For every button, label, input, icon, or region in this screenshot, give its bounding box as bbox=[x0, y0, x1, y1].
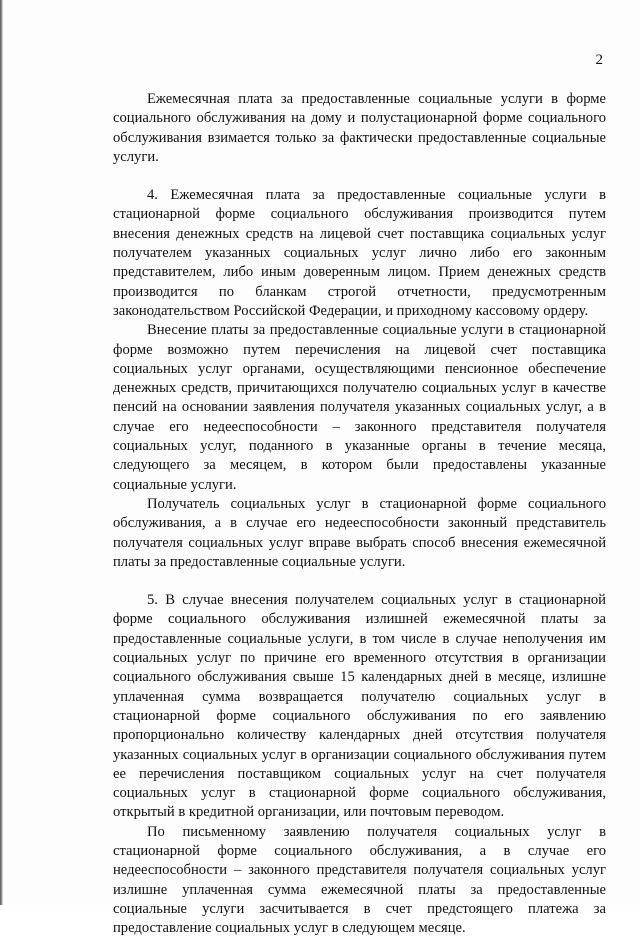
paragraph-overpayment-offset: По письменному заявлению получателя социальных услуг в стационарной форме социального обслуживания, а в случае его недееспособности – законного представителя получателя социальных услуг излишне уплаченная сумма ежемесячной платы за предоставленные социальные услуги засчитывается в счет предстоящего платежа за предоставление социальных услуг в следующем месяце. bbox=[113, 823, 606, 937]
paragraph-section-4: 4. Ежемесячная плата за предоставленные социальные услуги в стационарной форме социального обслуживания производится путем внесения денежных средств на лицевой счет поставщика социальных услуг получателем указанных социальных услуг лично либо его законным представителем, либо иным доверенным лицом. Прием денежных средств производится по бланкам строгой отчетности, предусмотренным законодательством Российской Федерации, и приходному кассовому ордеру. bbox=[113, 187, 606, 319]
paragraph-monthly-fee-home: Ежемесячная плата за предоставленные социальные услуги в форме социального обслуживания на дому и полустационарной форме социального обслуживания взимается только за фактически предоставленные социальные услуги. bbox=[113, 91, 606, 165]
paragraph-gap bbox=[113, 572, 606, 591]
document-body bbox=[113, 90, 606, 938]
scan-edge-shadow bbox=[0, 0, 3, 905]
paragraph-gap bbox=[113, 167, 606, 186]
paragraph-payment-method-choice: Получатель социальных услуг в стационарной форме социального обслуживания, а в случае его недееспособности законный представитель получателя социальных услуг вправе выбрать способ внесения ежемесячной платы за предоставленные социальные услуги. bbox=[113, 495, 606, 570]
paragraph-section-5: 5. В случае внесения получателем социальных услуг в стационарной форме социального обслуживания излишней ежемесячной платы за предоставленные социальные услуги, в том числе в случае неполучения им социальных услуг по причине его временного отсутствия в организации социального обслуживания свыше 15 календарных дней в месяце, излишне уплаченная сумма возвращается получателю социальных услуг в стационарной форме социального обслуживания по его заявлению пропорционально количеству календарных дней отсутствия получателя указанных социальных услуг в организации социального обслуживания путем ее перечисления поставщиком социальных услуг на счет получателя социальных услуг в стационарной форме социального обслуживания, открытый в кредитной организации, или почтовым переводом. bbox=[113, 592, 606, 821]
paragraph-pension-transfer: Внесение платы за предоставленные социальные услуги в стационарной форме возможно путем перечисления на лицевой счет поставщика социальных услуг органами, осуществляющими пенсионное обеспечение денежных средств, причитающихся получателю социальных услуг в качестве пенсий на основании заявления получателя указанных социальных услуг, а в случае его недееспособности – законного представителя получателя социальных услуг, поданного в указанные органы в течение месяца, следующего за месяцем, в котором были предоставлены указанные социальные услуги. bbox=[113, 322, 606, 493]
page-number: 2 bbox=[595, 52, 603, 68]
